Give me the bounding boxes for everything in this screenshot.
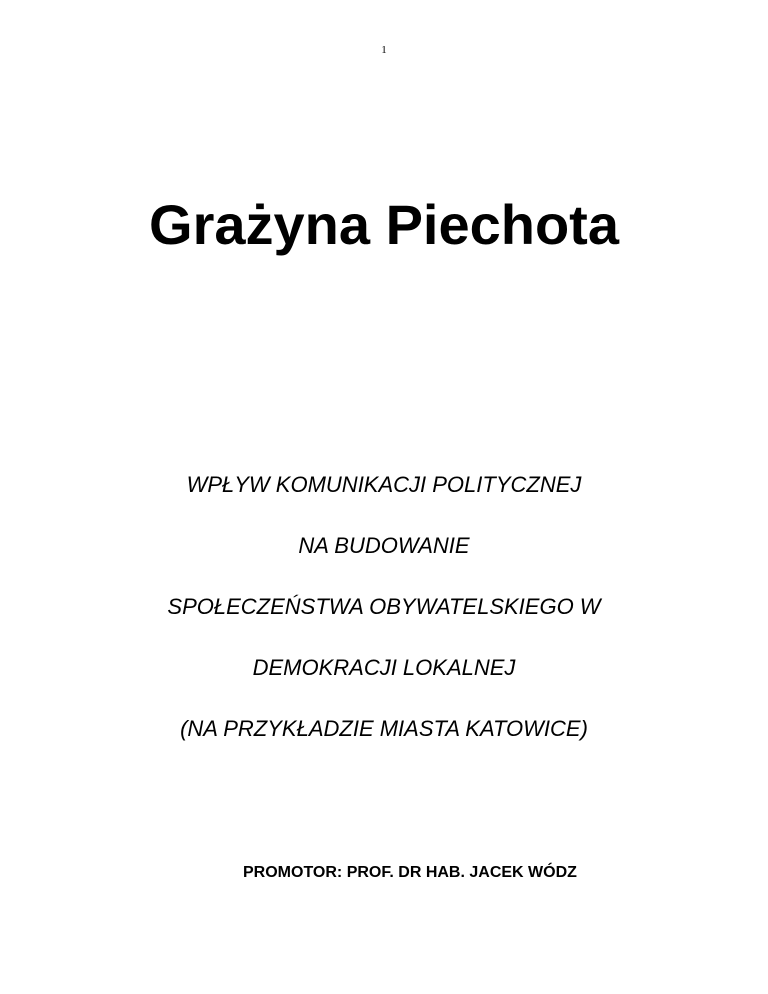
- title-line: NA BUDOWANIE: [298, 533, 470, 558]
- title-line: SPOŁECZEŃSTWA OBYWATELSKIEGO W: [167, 594, 601, 619]
- thesis-title: [0, 463, 768, 768]
- title-line: WPŁYW KOMUNIKACJI POLITYCZNEJ: [186, 472, 582, 497]
- author-name: Grażyna Piechota: [149, 193, 619, 256]
- title-line: DEMOKRACJI LOKALNEJ: [252, 655, 516, 680]
- promotor-line: PROMOTOR: PROF. DR HAB. JACEK WÓDZ: [243, 864, 577, 881]
- page-number: 1: [381, 44, 387, 56]
- title-line: (NA PRZYKŁADZIE MIASTA KATOWICE): [180, 716, 588, 741]
